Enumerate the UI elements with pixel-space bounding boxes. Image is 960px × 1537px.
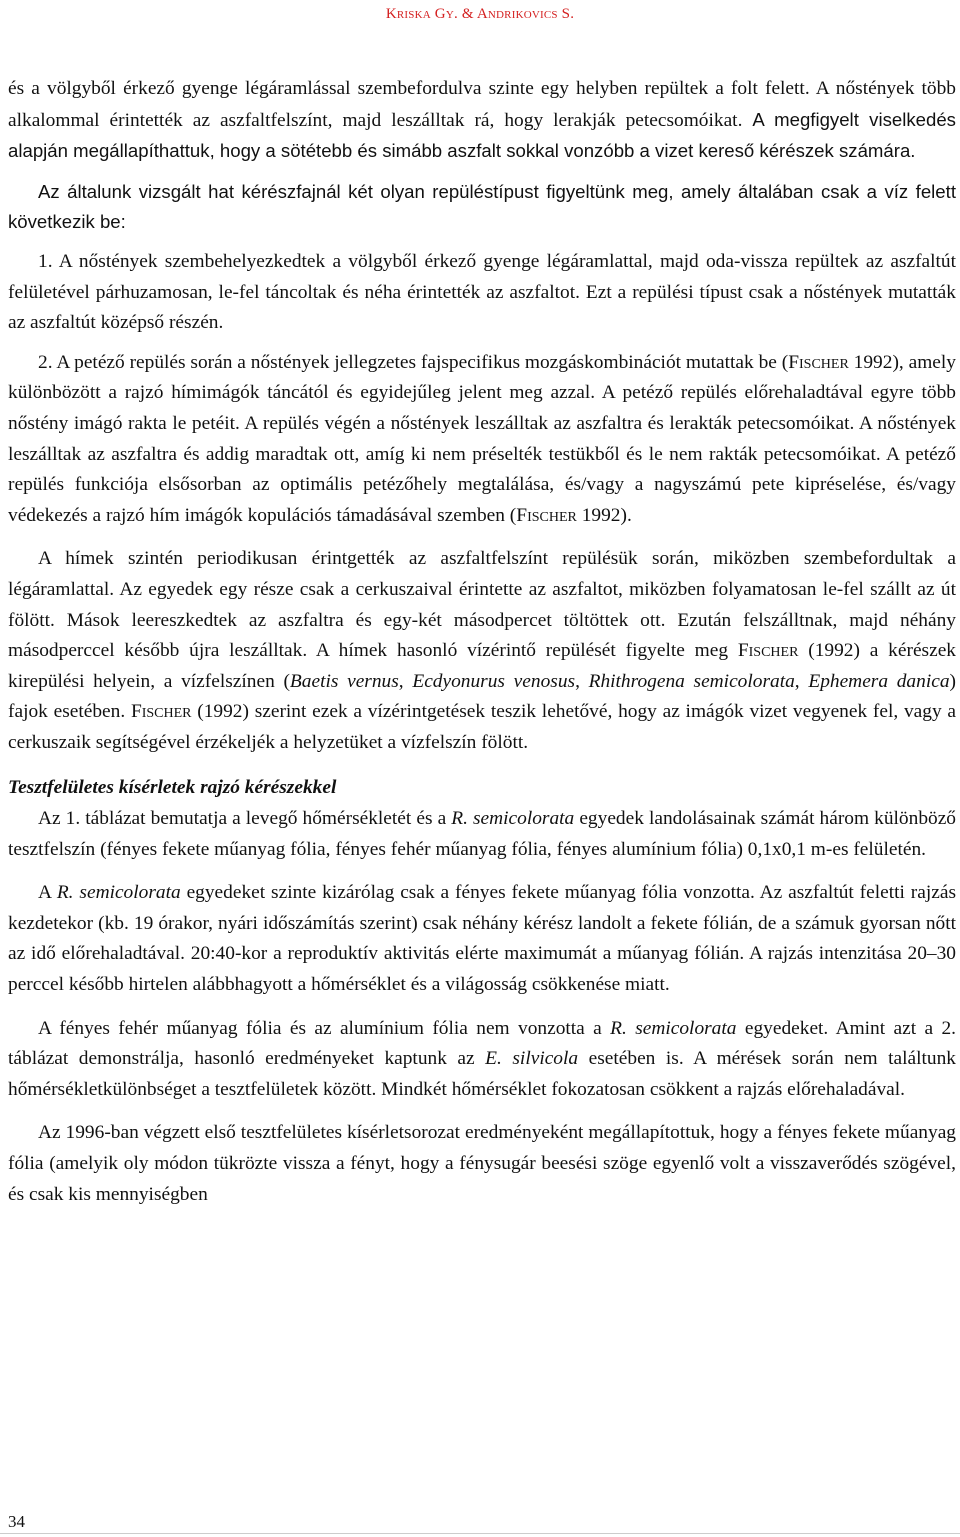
species-name: Baetis vernus (289, 670, 399, 692)
paragraph-item-1: 1. A nőstények szembehelyezkedtek a völgyből érkező gyenge légáramlattal, majd oda-vissza repültek az aszfaltút felületével párhuzamosan, le-fel táncoltak és néha érintették az aszfaltot. Ezt a repülési típust csak a nőstények mutatták az aszfaltút középső részén. (8, 250, 956, 334)
text-run: (1992) a kérészek kirepülési helyein, a vízfelszínen ( (8, 640, 956, 692)
paragraph-text-sans: A megfigyelt viselkedés alapján megállapíthattuk, hogy a sötétebb és simább aszfalt sokkal vonzóbb a vizet kereső kérészek számára. (8, 108, 956, 162)
species-name: R. semicolorata (56, 882, 181, 904)
paragraph-item-2 (8, 348, 956, 532)
citation-author: Fischer (788, 351, 849, 373)
text-run: A hímek szintén periodikusan érintgették az aszfaltfelszínt repülésük során, miközben szembefordultak a légáramlattal. Az egyedek egy része csak a cerkuszaival érintette az aszfaltot, miközben folyamatosan le-fel szállt az út fölött. Mások leereszkedtek az aszfaltra és egy-két másodpercet töltöttek ott. Ezután felszálltnak, majd néhány másodperccel később újra leszálltak. A hímek hasonló vízérintő repülését figyelte meg (8, 548, 956, 662)
paragraph-table1 (8, 804, 956, 865)
text-run: esetében is. A mérések során nem találtunk hőmérsékletkülönbséget a tesztfelületek között. Mindkét hőmérséklet fokozatosan csökkent a rajzás előrehaladával. (8, 1048, 956, 1100)
paragraph-flight-types: Az általunk vizsgált hat kérészfajnál két olyan repüléstípust figyeltünk meg, amely általában csak a víz felett következik be: (8, 180, 956, 233)
text-run: , (398, 670, 413, 692)
article-body (8, 74, 956, 1210)
text-run: , (575, 670, 589, 692)
running-header: Kriska Gy. & Andrikovics S. (385, 6, 575, 22)
page-number: 34 (8, 1512, 25, 1531)
paragraph-males (8, 544, 956, 758)
footer-divider (0, 1533, 960, 1534)
text-run: egyedeket. Amint azt a 2. táblázat demonstrálja, hasonló eredményeket kaptunk az (8, 1017, 957, 1070)
paragraph-continuation (8, 74, 956, 168)
text-run: A fényes fehér műanyag fólia és az alumínium fólia nem vonzotta a (38, 1017, 611, 1039)
text-run: ) fajok esetében. (8, 670, 956, 723)
text-run: (1992) szerint ezek a vízérintgetések teszik lehetővé, hogy az imágók vizet vegyenek fel, vagy a cerkuszaik segítségével érzékeljék a helyzetüket a vízfelszín fölött. (8, 701, 957, 753)
paragraph-text: és a völgyből érkező gyenge légáramlással szembefordulva szinte egy helyben repültek a folt felett. A nőstények több alkalommal érintették az aszfaltfelszínt, majd leszálltak rá, hogy lerakják petecsomóikat. (8, 78, 956, 131)
citation-author: Fischer (130, 701, 192, 723)
text-run: 1992). (576, 504, 632, 526)
species-name: Rhithrogena semicolorata (588, 670, 795, 692)
text-run: Az 1. táblázat bemutatja a levegő hőmérsékletét és a (38, 808, 452, 830)
text-run: , (794, 670, 809, 692)
citation-author: Fischer (737, 640, 799, 662)
text-run: A (38, 882, 57, 904)
text-run: egyedeket szinte kizárólag csak a fényes fekete műanyag fólia vonzotta. Az aszfaltút feletti rajzás kezdetekor (kb. 19 órakor, nyári időszámítás szerint) csak néhány kérész landolt a fekete fólián, de a számuk gyorsan nőtt az idő előrehaladtával. 20:40-kor a reproduktív aktivitás elérte maximumát a műanyag fólián. A rajzás intenzitása 20–30 perccel később hirtelen alábbhagyott a hőmérséklet és a világosság csökkenése miatt. (8, 882, 957, 996)
species-name: R. semicolorata (610, 1017, 737, 1039)
text-run: 2. A petéző repülés során a nőstények jellegzetes fajspecifikus mozgáskombinációt mutattak be ( (38, 351, 789, 373)
species-name: E. silvicola (485, 1048, 579, 1070)
paragraph-black-foil (8, 878, 956, 1000)
paragraph-1996: Az 1996-ban végzett első tesztfelületes kísérletsorozat eredményeként megállapítottuk, hogy a fényes fekete műanyag fólia (amelyik oly módon tükrözte vissza a fényt, hogy a fénysugár beesési szöge egyenlő volt a visszaverődés szögével, és csak kis mennyiségben (8, 1122, 956, 1205)
text-run: 1992), amely különbözött a rajzó hímimágók táncától és egyidejűleg jelent meg azzal. A petéző repülés előrehaladtával egyre több nőstény imágó rakta le petéit. A repülés végén a nőstények leszálltak az aszfaltra és lerakták petecsomóikat. A nőstények leszálltak az aszfaltra és addig maradtak ott, amíg ki nem préselték testükből és le nem rakták petecsomóikat. A petéző repülés funkciója elsősorban az optimális petézőhely megtalálása, és/vagy a nagyszámú pete kipréselése, és/vagy védekezés a rajzó hím imágók kopulációs támadásával szemben ( (8, 351, 956, 526)
species-name: Ephemera danica (808, 670, 950, 692)
citation-author: Fischer (516, 504, 577, 526)
species-name: Ecdyonurus venosus (412, 670, 576, 692)
species-name: R. semicolorata (451, 808, 575, 830)
paragraph-white-foil (8, 1014, 956, 1106)
section-heading: Tesztfelületes kísérletek rajzó kérészekkel (8, 777, 337, 799)
text-run: egyedek landolásainak számát három különböző tesztfelszín (fényes fekete műanyag fólia, fényes fehér műanyag fólia, fényes alumínium fólia) 0,1x0,1 m-es felületén. (8, 808, 957, 860)
